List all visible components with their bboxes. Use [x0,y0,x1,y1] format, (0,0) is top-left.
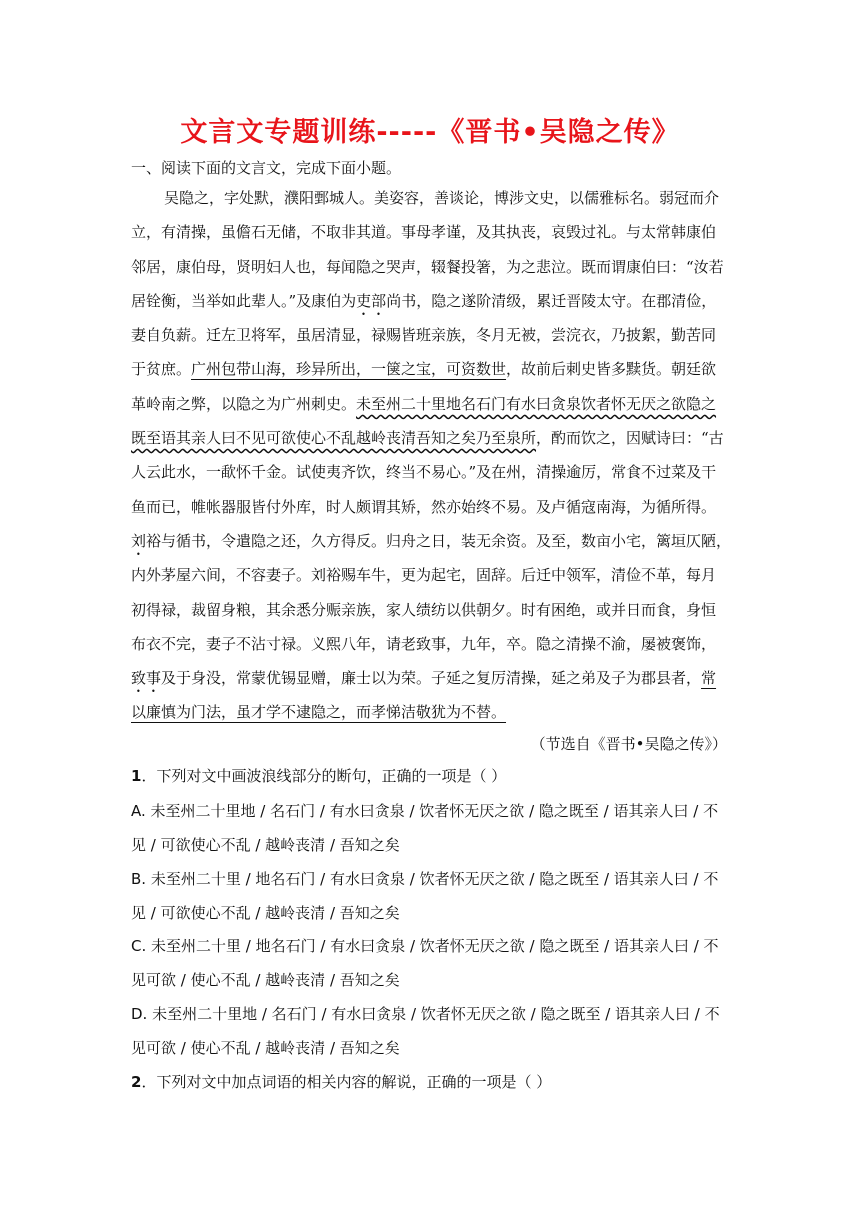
underlined-sentence: 常 [701,669,717,688]
passage-text: ，酌而饮之，因赋诗曰：“古 [536,429,724,448]
option-line: D. 未至州二十里地 / 名石门 / 有水曰贪泉 / 饮者怀无厌之欲 / 隐之既至 / 语其亲人曰 / 不 [131,1005,720,1023]
wavy-underlined-text: 既至语其亲人曰不见可欲使心不乱越岭丧清吾知之矣乃至泉所 [131,429,537,448]
passage-line [131,284,731,318]
option-a[interactable] [131,794,731,862]
dotted-term: 吏部 [356,291,387,310]
passage-text: 尚书，隐之遂阶清级，累迁晋陵太守。在郡清俭， [386,291,717,310]
page-title: 文言文专题训练-----《晋书•吴隐之传》 [180,117,680,148]
question-1 [131,759,736,793]
passage-text: 居铨衡，当举如此辈人。”及康伯为 [131,291,357,310]
passage-line [131,352,731,386]
passage-line: 鱼而已，帷帐器服皆付外库，时人颇谓其矫，然亦始终不易。及卢循寇南海，为循所得。 [131,497,717,516]
question-text: ．下列对文中画波浪线部分的断句，正确的一项是（ ） [141,767,507,785]
underlined-sentence: 以廉慎为门法，虽才学不逮隐之，而孝悌洁敬犹为不替。 [131,703,507,722]
dotted-term: 刘 [131,531,147,550]
classical-passage [131,181,731,730]
option-line: C. 未至州二十里 / 地名石门 / 有水曰贪泉 / 饮者怀无厌之欲 / 隐之既至 / 语其亲人曰 / 不 [131,937,719,955]
option-c[interactable] [131,929,731,997]
passage-text: 革岭南之弊，以隐之为广州刺史。 [131,394,357,413]
passage-line: 妻自负薪。迁左卫将军，虽居清显，禄赐皆班亲族，冬月无被，尝浣衣，乃披絮，勤苦同 [131,326,717,345]
option-line: B. 未至州二十里 / 地名石门 / 有水曰贪泉 / 饮者怀无厌之欲 / 隐之既至 / 语其亲人曰 / 不 [131,870,719,888]
option-line: 见可欲 / 使心不乱 / 越岭丧清 / 吾知之矣 [131,1039,400,1057]
section-heading: 一、阅读下面的文言文，完成下面小题。 [131,159,402,177]
passage-line: 吴隐之，字处默，濮阳鄄城人。美姿容，善谈论，博涉文史，以儒雅标名。弱冠而介 [164,189,720,207]
passage-line: 初得禄，裁留身粮，其余悉分赈亲族，家人绩纺以供朝夕。时有困绝，或并日而食，身恒 [131,600,717,619]
passage-text: ，故前后刺史皆多黩货。朝廷欲 [506,360,717,379]
question-text: ．下列对文中加点词语的相关内容的解说，正确的一项是（ ） [141,1073,552,1091]
passage-line [131,695,731,729]
option-line: 见 / 可欲使心不乱 / 越岭丧清 / 吾知之矣 [131,904,400,922]
passage-text: 于贫庶。 [131,360,192,379]
dotted-term: 致事 [131,669,162,688]
source-citation: （节选自《晋书•吴隐之传》） [530,735,727,753]
passage-line [131,661,731,695]
question-number: 1 [131,767,142,785]
passage-line [131,387,731,421]
underlined-sentence: 广州包带山海，珍异所出，一箧之宝，可资数世 [191,360,507,379]
passage-text: 裕与循书，令遣隐之还，久方得反。归舟之日，装无余资。及至，数亩小宅，篱垣仄陋， [146,531,731,550]
option-line: A. 未至州二十里地 / 名石门 / 有水曰贪泉 / 饮者怀无厌之欲 / 隐之既至 / 语其亲人曰 / 不 [131,802,719,820]
wavy-underlined-text: 未至州二十里地名石门有水曰贪泉饮者怀无厌之欲隐之 [356,394,717,413]
passage-line: 内外茅屋六间，不容妻子。刘裕赐车牛，更为起宅，固辞。后迁中领军，清俭不革，每月 [131,566,717,585]
passage-line: 立，有清操，虽儋石无储，不取非其道。事母孝谨，及其执丧，哀毁过礼。与太常韩康伯 [131,223,717,242]
passage-line: 人云此水，一歃怀千金。试使夷齐饮，终当不易心。”及在州，清操逾厉，常食不过菜及干 [131,463,717,482]
option-d[interactable] [131,997,731,1065]
question-2 [131,1065,736,1099]
passage-line [131,421,731,455]
passage-text: 及于身没，常蒙优锡显赠，廉士以为荣。子延之复厉清操，延之弟及子为郡县者， [161,669,702,688]
passage-line: 邻居，康伯母，贤明妇人也，每闻隐之哭声，辍餐投箸，为之悲泣。既而谓康伯曰：“汝若 [131,257,724,276]
option-line: 见可欲 / 使心不乱 / 越岭丧清 / 吾知之矣 [131,971,400,989]
passage-line [131,524,731,558]
option-b[interactable] [131,862,731,930]
passage-line: 布衣不完，妻子不沾寸禄。义熙八年，请老致事，九年，卒。隐之清操不渝，屡被褒饰， [131,634,717,653]
question-number: 2 [131,1073,142,1091]
option-line: 见 / 可欲使心不乱 / 越岭丧清 / 吾知之矣 [131,836,400,854]
